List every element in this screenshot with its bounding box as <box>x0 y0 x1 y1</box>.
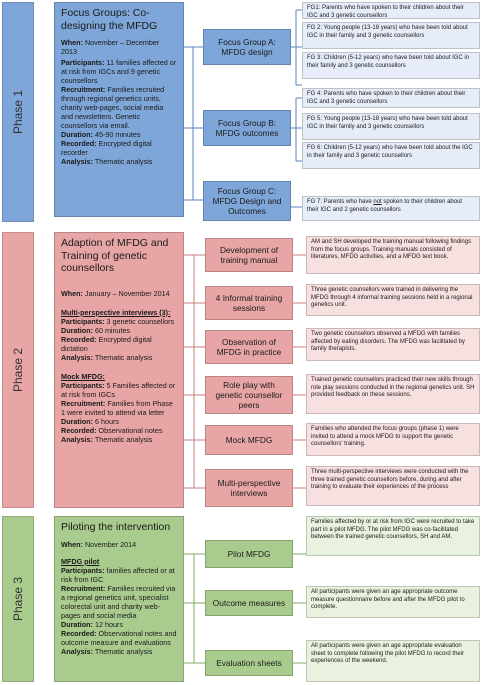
note-training-manual: AM and SH developed the training manual following findings from the focus groups. Training manuals consisted of literatures, MFDG activities, and a MFDG text book. <box>306 236 480 274</box>
note-outcome-measures: All participants were given an age appropriate outcome measure questionnaire before and after the MFDG pilot to complete. <box>306 586 480 618</box>
fg6-note: FG 6: Children (5-12 years) who have been told about the IGC in their family and 3 genetic counsellors <box>302 142 480 169</box>
note-evaluation-sheets: All participants were given an age appropriate evaluation sheet to complete following the pilot MFDG to record their experiences of the weekend. <box>306 640 480 682</box>
note-role-play: Trained genetic counsellors practiced their new skills through role play sessions conducted in the regional genetics unit. SH provided feedback on these sessions. <box>306 374 480 414</box>
phase-1-title: Focus Groups: Co-designing the MFDG <box>61 7 158 32</box>
phase-2-int-analysis: Analysis: Thematic analysis <box>61 352 153 362</box>
step-training-manual: Development of training manual <box>205 238 293 272</box>
step-pilot-mfdg: Pilot MFDG <box>205 540 293 568</box>
focus-group-b-box: Focus Group B: MFDG outcomes <box>203 110 291 146</box>
note-mock-mfdg: Families who attended the focus groups (phase 1) were invited to attend a mock MFDG to support the genetic counsellors' training. <box>306 423 480 456</box>
phase-2-int-participants: Participants: 3 genetic counsellors <box>61 316 175 326</box>
step-evaluation-sheets: Evaluation sheets <box>205 650 293 676</box>
phase-3-pilot-heading: MFDG pilot <box>61 556 100 566</box>
phase-2-label-box <box>2 232 34 508</box>
phase-1-recruitment: Recruitment: Families recruited through regional genetics units, charity web-pages, social media and newsletters. Genetic counsellors via email. <box>61 85 165 130</box>
phase-1-participants: Participants: 11 families affected or at risk from IGCs and 9 genetic counsellors <box>61 58 177 85</box>
fg1-note: FG1: Parents who have spoken to their children about their IGC and 3 genetic counsellors <box>302 2 480 19</box>
phase-3-recruitment: Recruitment: Families recruited via a regional genetics unit, specialist colorectal unit and charity web-pages and social media <box>61 583 176 620</box>
step-multi-perspective: Multi-perspective interviews <box>205 469 293 507</box>
phase-3-title: Piloting the intervention <box>61 521 171 533</box>
note-pilot-mfdg: Families affected by or at risk from IGC were recruited to take part in a pilot MFDG. The pilot MFDG was co-facilitated between the trained genetic counsellors, SH and AM. <box>306 516 480 556</box>
fg7-note: FG 7: Parents who have not spoken to their children about their IGC and 2 genetic counsellors <box>302 196 480 221</box>
note-observation: Two genetic counsellors observed a MFDG with families affected by eating disorders. The MFDG was facilitated by family therapists. <box>306 328 480 361</box>
phase-1-analysis: Analysis: Thematic analysis <box>61 157 153 166</box>
phase-3-recorded: Recorded: Observational notes and outcome measure and evaluations <box>61 628 177 647</box>
step-informal-training: 4 Informal training sessions <box>205 286 293 320</box>
fg4-note: FG 4: Parents who have spoken to their children about their IGC and 3 genetic counsellors <box>302 88 480 108</box>
phase-2-summary-box <box>54 232 184 508</box>
phase-3-label-box <box>2 516 34 682</box>
phase-2-mock-recruitment: Recruitment: Families from Phase 1 were invited to attend via letter <box>61 398 173 417</box>
phase-1-label: Phase 1 <box>11 89 26 135</box>
step-observation: Observation of MFDG in practice <box>205 330 293 364</box>
phase-2-mock-heading: Mock MFDG: <box>61 371 105 381</box>
phase-2-mock-participants: Participants: 5 Families affected or at risk from IGCs <box>61 380 176 399</box>
phase-2-int-duration: Duration: 60 minutes <box>61 325 131 335</box>
phase-2-title: Adaption of MFDG and Training of genetic counsellors <box>61 237 169 274</box>
focus-group-a-box: Focus Group A: MFDG design <box>203 29 291 65</box>
step-role-play: Role play with genetic counsellor peers <box>205 376 293 414</box>
phase-3-participants: Participants: families affected or at risk from IGC <box>61 565 175 584</box>
phase-1-summary-box <box>54 2 184 217</box>
note-multi-perspective: Three multi-perspective interviews were conducted with the three trained genetic counsellors before, during and after training to evaluate their experiences of the process <box>306 466 480 506</box>
fg2-note: FG 2: Young people (13-18 years) who have been told about IGC in their family and 3 genetic counsellors <box>302 22 480 49</box>
phase-2-interviews-heading: Multi-perspective interviews (3): <box>61 307 171 317</box>
note-informal-training: Three genetic counsellors were trained in delivering the MFDG through 4 informal training sessions held in a regional genetics unit. <box>306 284 480 316</box>
phase-3-duration: Duration: 12 hours <box>61 619 123 629</box>
fg5-note: FG 5: Young people (13-18 years) who have been told about IGC in their family and 3 genetic counsellors <box>302 113 480 140</box>
phase-3-analysis: Analysis: Thematic analysis <box>61 646 153 656</box>
fg3-note: FG 3: Children (5-12 years) who have been told about IGC in their family and 3 genetic counsellors <box>302 52 480 79</box>
phase-3-label: Phase 3 <box>11 576 26 622</box>
phase-2-when: When: January – November 2014 <box>61 288 170 298</box>
phase-3-when: When: November 2014 <box>61 539 137 549</box>
phase-1-label-box <box>2 2 34 222</box>
phase-1-when: When: November – December 2013 <box>61 38 160 56</box>
step-outcome-measures: Outcome measures <box>205 590 293 616</box>
phase-2-int-recorded: Recorded: Encrypted digital dictation <box>61 334 152 353</box>
focus-group-c-box: Focus Group C: MFDG Design and Outcomes <box>203 181 291 221</box>
phase-2-label: Phase 2 <box>11 347 26 393</box>
phase-3-summary-box <box>54 516 184 682</box>
phase-2-mock-duration: Duration: 6 hours <box>61 416 119 426</box>
phase-2-mock-analysis: Analysis: Thematic analysis <box>61 434 153 444</box>
phase-1-duration: Duration: 45-90 minutes <box>61 130 141 139</box>
step-mock-mfdg: Mock MFDG <box>205 425 293 455</box>
phase-2-mock-recorded: Recorded: Observational notes <box>61 425 163 435</box>
phase-1-recorded: Recorded: Encrypted digital recorder <box>61 139 152 157</box>
